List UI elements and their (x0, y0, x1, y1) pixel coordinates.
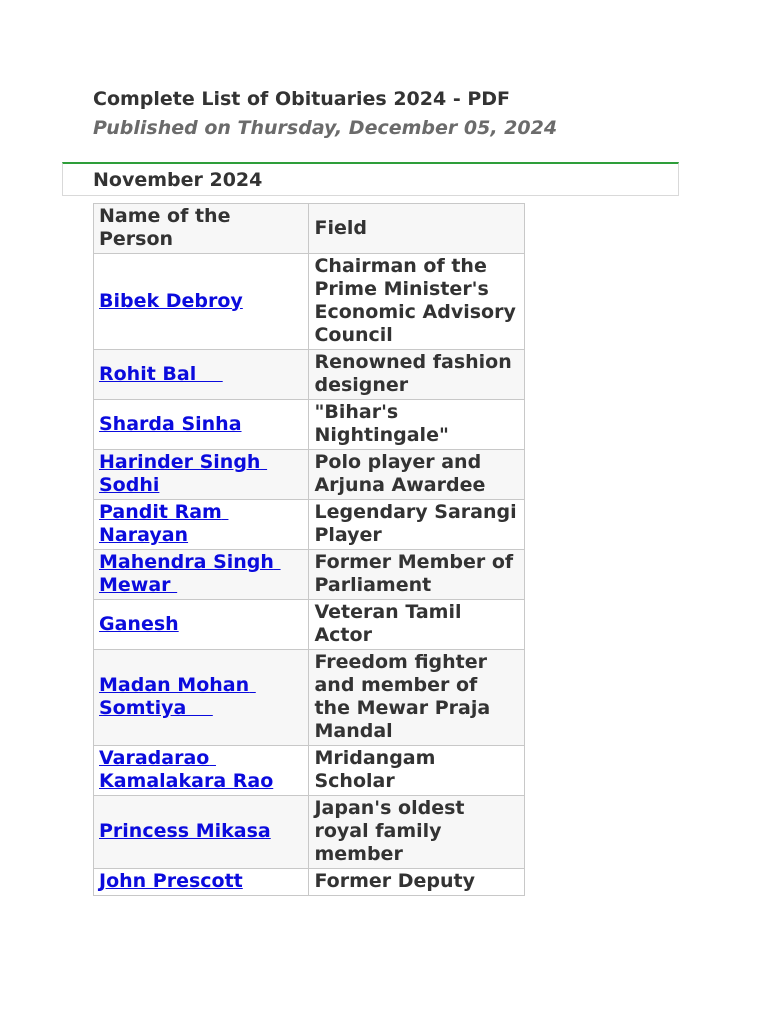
name-cell (94, 746, 309, 796)
field-cell: Renowned fashion designer (309, 350, 525, 400)
name-cell (94, 650, 309, 746)
month-section-header (62, 162, 679, 196)
person-link[interactable]: Varadarao Kamalakara Rao (99, 747, 274, 792)
table-row (94, 869, 525, 896)
name-cell (94, 254, 309, 350)
table-row (94, 746, 525, 796)
field-cell: Former Deputy (309, 869, 525, 896)
name-cell (94, 600, 309, 650)
field-cell: Polo player and Arjuna Awardee (309, 450, 525, 500)
table-row (94, 400, 525, 450)
person-link[interactable]: Bibek Debroy (99, 289, 243, 312)
page-title: Complete List of Obituaries 2024 - PDF (93, 88, 510, 110)
name-cell (94, 350, 309, 400)
name-cell (94, 400, 309, 450)
person-link[interactable]: Princess Mikasa (99, 820, 271, 842)
table-row (94, 550, 525, 600)
person-link[interactable]: Ganesh (99, 612, 179, 635)
person-link[interactable]: Mahendra Singh Mewar (99, 551, 281, 596)
table-row (94, 796, 525, 869)
column-header-field: Field (309, 204, 525, 254)
table-row (94, 254, 525, 350)
table-row (94, 500, 525, 550)
table-row (94, 600, 525, 650)
table-row (94, 350, 525, 400)
field-cell: Japan's oldest royal family member (309, 796, 525, 869)
person-link[interactable]: Madan Mohan Somtiya (99, 674, 256, 719)
field-cell: Veteran Tamil Actor (309, 600, 525, 650)
name-cell (94, 500, 309, 550)
table-row (94, 450, 525, 500)
table-row (94, 650, 525, 746)
field-cell: Mridangam Scholar (309, 746, 525, 796)
column-header-name: Name of the Person (94, 204, 309, 254)
field-cell: Freedom fighter and member of the Mewar Praja Mandal (309, 650, 525, 746)
person-link[interactable]: Sharda Sinha (99, 412, 242, 435)
published-date: Published on Thursday, December 05, 2024 (93, 117, 558, 139)
field-cell: Former Member of Parliament (309, 550, 525, 600)
field-cell: Legendary Sarangi Player (309, 500, 525, 550)
obituaries-table (93, 203, 525, 896)
field-cell: "Bihar's Nightingale" (309, 400, 525, 450)
person-link[interactable]: John Prescott (99, 870, 243, 892)
field-cell: Chairman of the Prime Minister's Economic Advisory Council (309, 254, 525, 350)
name-cell (94, 550, 309, 600)
person-link[interactable]: Rohit Bal (99, 362, 223, 385)
table-header-row (94, 204, 525, 254)
person-link[interactable]: Harinder Singh Sodhi (99, 451, 268, 496)
person-link[interactable]: Pandit Ram Narayan (99, 501, 229, 546)
month-heading: November 2024 (93, 169, 263, 191)
name-cell (94, 869, 309, 896)
name-cell (94, 450, 309, 500)
name-cell (94, 796, 309, 869)
